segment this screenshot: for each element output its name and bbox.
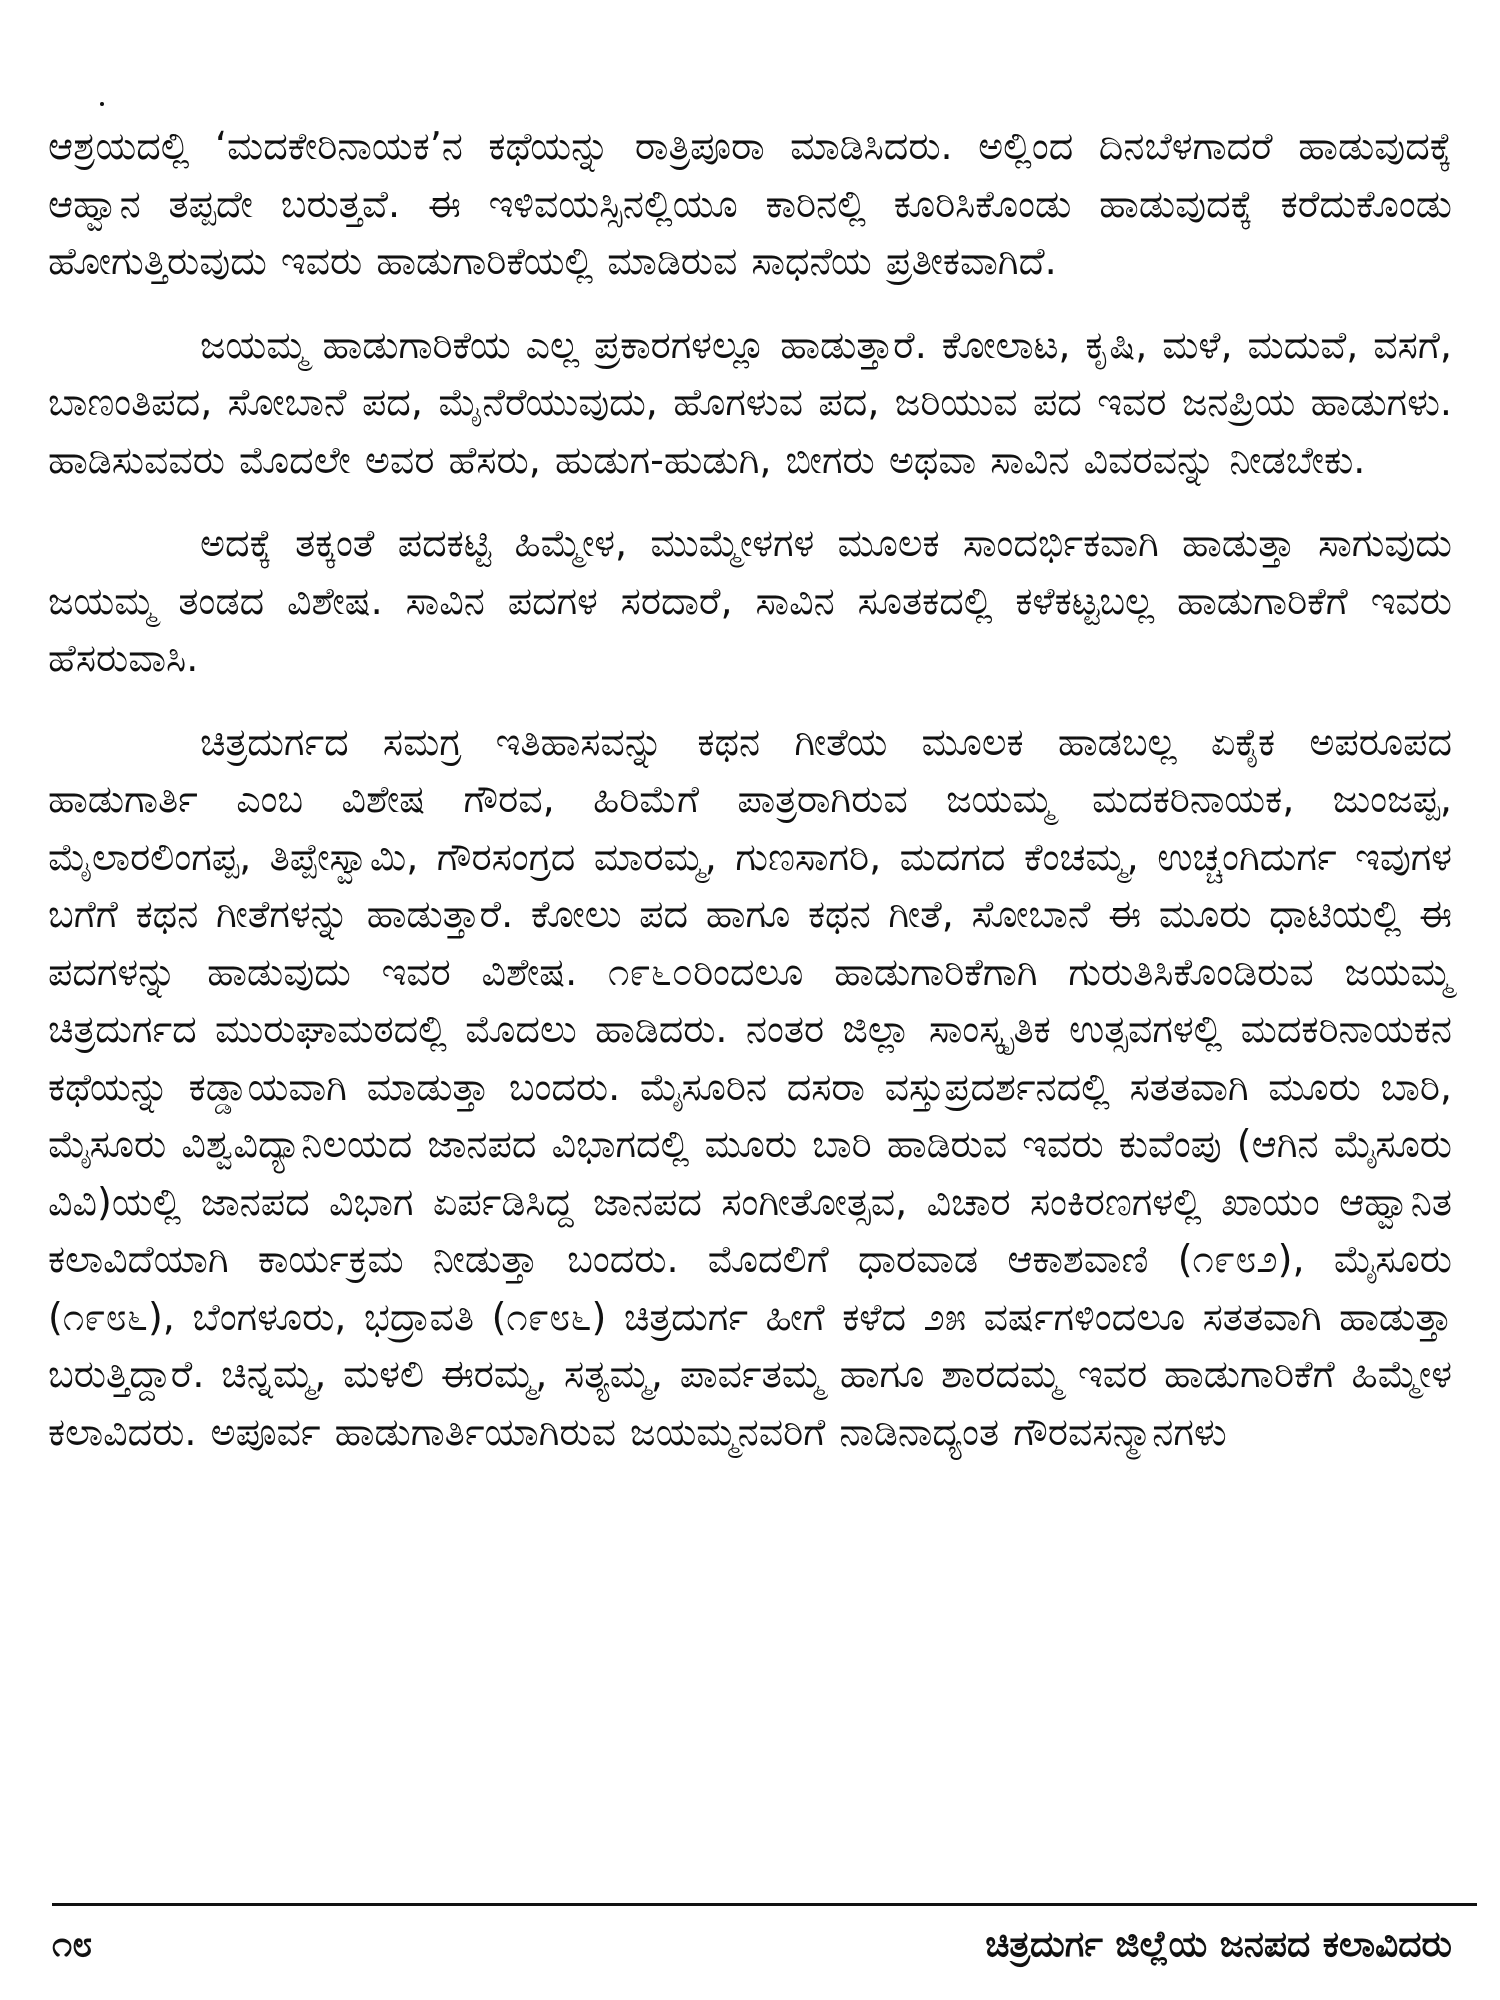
body-text — [48, 118, 1452, 1487]
book-title: ಚಿತ್ರದುರ್ಗ ಜಿಲ್ಲೆಯ ಜನಪದ ಕಲಾವಿದರು — [985, 1924, 1452, 1965]
page-footer — [52, 1924, 1452, 1966]
paragraph-3: ಅದಕ್ಕೆ ತಕ್ಕಂತೆ ಪದಕಟ್ಟಿ ಹಿಮ್ಮೇಳ, ಮುಮ್ಮೇಳಗಳ ಮೂಲಕ ಸಾಂದರ್ಭಿಕವಾಗಿ ಹಾಡುತ್ತಾ ಸಾಗುವುದು ಜಯಮ್ಮ ತಂಡದ ವಿಶೇಷ. ಸಾವಿನ ಪದಗಳ ಸರದಾರೆ, ಸಾವಿನ ಸೂತಕದಲ್ಲಿ ಕಳೆಕಟ್ಟಬಲ್ಲ ಹಾಡುಗಾರಿಕೆಗೆ ಇವರು ಹೆಸರುವಾಸಿ. — [48, 521, 1452, 680]
footer-divider — [52, 1903, 1477, 1906]
paragraph-1: ಆಶ್ರಯದಲ್ಲಿ ‘ಮದಕೇರಿನಾಯಕ’ನ ಕಥೆಯನ್ನು ರಾತ್ರಿಪೂರಾ ಮಾಡಿಸಿದರು. ಅಲ್ಲಿಂದ ದಿನಬೆಳಗಾದರೆ ಹಾಡುವುದಕ್ಕೆ ಆಹ್ವಾನ ತಪ್ಪದೇ ಬರುತ್ತವೆ. ಈ ಇಳಿವಯಸ್ಸಿನಲ್ಲಿಯೂ ಕಾರಿನಲ್ಲಿ ಕೂರಿಸಿಕೊಂಡು ಹಾಡುವುದಕ್ಕೆ ಕರೆದುಕೊಂಡು ಹೋಗುತ್ತಿರುವುದು ಇವರು ಹಾಡುಗಾರಿಕೆಯಲ್ಲಿ ಮಾಡಿರುವ ಸಾಧನೆಯ ಪ್ರತೀಕವಾಗಿದೆ. — [48, 124, 1452, 283]
scan-speck — [100, 102, 104, 106]
page-number: ೧೮ — [52, 1924, 93, 1965]
paragraph-4: ಚಿತ್ರದುರ್ಗದ ಸಮಗ್ರ ಇತಿಹಾಸವನ್ನು ಕಥನ ಗೀತೆಯ ಮೂಲಕ ಹಾಡಬಲ್ಲ ಏಕೈಕ ಅಪರೂಪದ ಹಾಡುಗಾರ್ತಿ ಎಂಬ ವಿಶೇಷ ಗೌರವ, ಹಿರಿಮೆಗೆ ಪಾತ್ರರಾಗಿರುವ ಜಯಮ್ಮ ಮದಕರಿನಾಯಕ, ಜುಂಜಪ್ಪ, ಮೈಲಾರಲಿಂಗಪ್ಪ, ತಿಪ್ಪೇಸ್ವಾಮಿ, ಗೌರಸಂಗ್ರದ ಮಾರಮ್ಮ, ಗುಣಸಾಗರಿ, ಮದಗದ ಕೆಂಚಮ್ಮ, ಉಚ್ಚಂಗಿದುರ್ಗ ಇವುಗಳ ಬಗೆಗೆ ಕಥನ ಗೀತೆಗಳನ್ನು ಹಾಡುತ್ತಾರೆ. ಕೋಲು ಪದ ಹಾಗೂ ಕಥನ ಗೀತೆ, ಸೋಬಾನೆ ಈ ಮೂರು ಧಾಟಿಯಲ್ಲಿ ಈ ಪದಗಳನ್ನು ಹಾಡುವುದು ಇವರ ವಿಶೇಷ. ೧೯೬೦ರಿಂದಲೂ ಹಾಡುಗಾರಿಕೆಗಾಗಿ ಗುರುತಿಸಿಕೊಂಡಿರುವ ಜಯಮ್ಮ ಚಿತ್ರದುರ್ಗದ ಮುರುಘಾಮಠದಲ್ಲಿ ಮೊದಲು ಹಾಡಿದರು. ನಂತರ ಜಿಲ್ಲಾ ಸಾಂಸ್ಕೃತಿಕ ಉತ್ಸವಗಳಲ್ಲಿ ಮದಕರಿನಾಯಕನ ಕಥೆಯನ್ನು ಕಡ್ಡಾಯವಾಗಿ ಮಾಡುತ್ತಾ ಬಂದರು. ಮೈಸೂರಿನ ದಸರಾ ವಸ್ತುಪ್ರದರ್ಶನದಲ್ಲಿ ಸತತವಾಗಿ ಮೂರು ಬಾರಿ, ಮೈಸೂರು ವಿಶ್ವವಿದ್ಯಾನಿಲಯದ ಜಾನಪದ ವಿಭಾಗದಲ್ಲಿ ಮೂರು ಬಾರಿ ಹಾಡಿರುವ ಇವರು ಕುವೆಂಪು (ಆಗಿನ ಮೈಸೂರು ವಿವಿ)ಯಲ್ಲಿ ಜಾನಪದ ವಿಭಾಗ ಏರ್ಪಡಿಸಿದ್ದ ಜಾನಪದ ಸಂಗೀತೋತ್ಸವ, ವಿಚಾರ ಸಂಕಿರಣಗಳಲ್ಲಿ ಖಾಯಂ ಆಹ್ವಾನಿತ ಕಲಾವಿದೆಯಾಗಿ ಕಾರ್ಯಕ್ರಮ ನೀಡುತ್ತಾ ಬಂದರು. ಮೊದಲಿಗೆ ಧಾರವಾಡ ಆಕಾಶವಾಣಿ (೧೯೮೨), ಮೈಸೂರು (೧೯೮೬), ಬೆಂಗಳೂರು, ಭದ್ರಾವತಿ (೧೯೮೬) ಚಿತ್ರದುರ್ಗ ಹೀಗೆ ಕಳೆದ ೨೫ ವರ್ಷಗಳಿಂದಲೂ ಸತತವಾಗಿ ಹಾಡುತ್ತಾ ಬರುತ್ತಿದ್ದಾರೆ. ಚಿನ್ನಮ್ಮ, ಮಳಲಿ ಈರಮ್ಮ, ಸತ್ಯಮ್ಮ, ಪಾರ್ವತಮ್ಮ ಹಾಗೂ ಶಾರದಮ್ಮ ಇವರ ಹಾಡುಗಾರಿಕೆಗೆ ಹಿಮ್ಮೇಳ ಕಲಾವಿದರು. ಅಪೂರ್ವ ಹಾಡುಗಾರ್ತಿಯಾಗಿರುವ ಜಯಮ್ಮನವರಿಗೆ ನಾಡಿನಾದ್ಯಂತ ಗೌರವಸನ್ಮಾನಗಳು — [48, 719, 1452, 1454]
paragraph-2: ಜಯಮ್ಮ ಹಾಡುಗಾರಿಕೆಯ ಎಲ್ಲ ಪ್ರಕಾರಗಳಲ್ಲೂ ಹಾಡುತ್ತಾರೆ. ಕೋಲಾಟ, ಕೃಷಿ, ಮಳೆ, ಮದುವೆ, ವಸಗೆ, ಬಾಣಂತಿಪದ, ಸೋಬಾನೆ ಪದ, ಮೈನೆರೆಯುವುದು, ಹೊಗಳುವ ಪದ, ಜರಿಯುವ ಪದ ಇವರ ಜನಪ್ರಿಯ ಹಾಡುಗಳು. ಹಾಡಿಸುವವರು ಮೊದಲೇ ಅವರ ಹೆಸರು, ಹುಡುಗ-ಹುಡುಗಿ, ಬೀಗರು ಅಥವಾ ಸಾವಿನ ವಿವರವನ್ನು ನೀಡಬೇಕು. — [48, 322, 1452, 482]
